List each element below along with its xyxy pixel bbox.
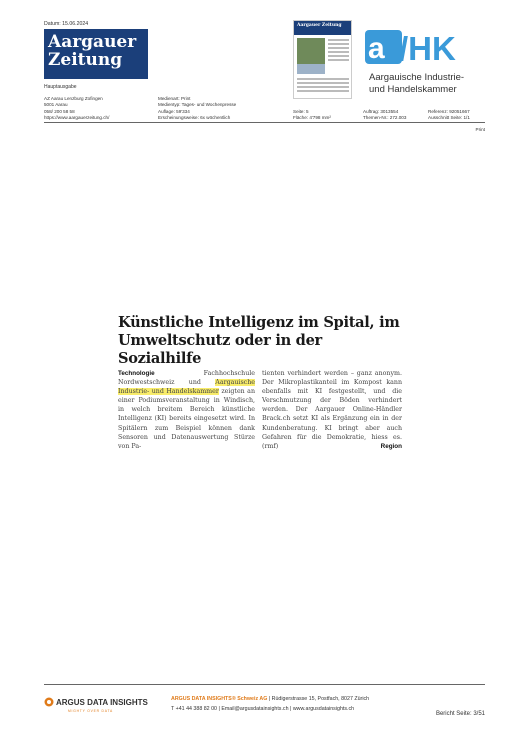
thumbnail-text-line: [297, 82, 349, 84]
ahk-logo-letters: /HK: [399, 30, 456, 64]
thumbnail-text-line: [297, 86, 349, 88]
argus-contact: [171, 694, 369, 714]
thumbnail-title: Aargauer Zeitung: [294, 21, 351, 35]
section-label: Region: [380, 442, 402, 450]
publisher-line: 058/ 200 58 58: [44, 108, 75, 114]
report-date: Datum: 15.06.2024: [44, 21, 89, 27]
media-info: [158, 96, 236, 121]
order-info: [363, 109, 406, 122]
ahk-logo-a: a: [368, 32, 385, 64]
article-headline: [118, 314, 408, 368]
article-text: tienten verhindert werden – ganz anonym. Der Mikroplastikanteil im Kompost kann ebenfalls mit KI festgestellt, und die Verschmutzung der Böden verhindert werden. Der Aargauer Online-Händler Brack.ch setzt KI als Ergänzung ein in der Kundenberatung. KI bringt aber auch Gefahren für die Demokratie, hiess es. (rmf): [262, 370, 402, 450]
thumbnail-text-line: [297, 90, 349, 92]
argus-logo-mark-inner: [47, 700, 51, 704]
thumbnail-text-line: [297, 78, 349, 80]
page-thumbnail: [293, 20, 352, 99]
report-page-number: Bericht Seite: 3/51: [435, 711, 485, 717]
headline-line: Umweltschutz oder in der Sozialhilfe: [118, 332, 322, 367]
page-line: Seite: 5: [293, 108, 309, 114]
ahk-name: [369, 72, 464, 96]
ahk-name-line1: Aargauische Industrie-: [369, 72, 465, 83]
header-divider: [44, 122, 485, 123]
publisher-url: https://www.aargauerzeitung.ch/: [44, 114, 110, 120]
argus-brand: ARGUS DATA INSIGHTS: [56, 698, 148, 707]
argus-address: [171, 694, 369, 704]
publisher-line: AZ Aarau Lenzburg Zofingen: [44, 96, 103, 101]
argus-logo: [44, 695, 164, 715]
reference-line: Referenz: 92051667: [428, 108, 470, 114]
article-text: zeigten an einer Podiumsveranstaltung in Windisch, in welch breitem Bereich künstliche Intelligenz (KI) bereits eingesetzt wird. In Spitälern zum Beispiel können dank Sensoren und Datenauswertung Stürze von Pa-: [118, 388, 255, 450]
argus-company: ARGUS DATA INSIGHTS® Schweiz AG: [171, 696, 268, 702]
article-column-1: [118, 369, 255, 451]
article-column-2: [262, 369, 402, 451]
argus-contact-line: T +41 44 388 82 00 | Email@argusdatainsights.ch | www.argusdatainsights.ch: [171, 706, 355, 712]
article-text: Fachhochschule Nordwestschweiz und: [118, 370, 255, 387]
publisher-line: 5001 Aarau: [44, 102, 68, 108]
footer-divider: [44, 684, 485, 685]
thumbnail-text-line: [328, 39, 349, 41]
thumbnail-photo-2: [297, 64, 325, 74]
media-line: Medienart: Print: [158, 96, 191, 101]
edition-label: Hauptausgabe: [44, 84, 77, 90]
media-line: Medientyp: Tages- und Wochenpresse: [158, 102, 237, 108]
thumbnail-text-line: [328, 47, 349, 49]
reference-info: [428, 109, 470, 122]
newspaper-logo: Aargauer Zeitung: [44, 29, 148, 79]
article-kicker: Technologie: [118, 370, 155, 377]
page-info: [293, 109, 331, 122]
headline-line: Künstliche Intelligenz im Spital, im: [118, 314, 400, 331]
reference-line: Ausschnitt Seite: 1/1: [428, 114, 470, 120]
page-line: Fläche: 4'798 mm²: [293, 114, 331, 120]
ahk-logo: [365, 30, 485, 64]
argus-tagline: MIGHTY OVER DATA: [68, 709, 114, 713]
thumbnail-text-line: [328, 51, 349, 53]
order-line: Auftrag: 3013554: [363, 108, 399, 114]
media-line: Auflage: 59'334: [158, 108, 190, 114]
thumbnail-text-line: [328, 59, 349, 61]
ahk-name-line2: und Handelskammer: [369, 84, 457, 95]
thumbnail-text-line: [328, 43, 349, 45]
media-line: Erscheinungsweise: 6x wöchentlich: [158, 114, 231, 120]
argus-address-rest: | Rüdigerstrasse 15, Postfach, 8027 Zürich: [267, 696, 370, 702]
publisher-info: [44, 96, 109, 121]
thumbnail-text-line: [328, 55, 349, 57]
order-line: Themen-Nr.: 272.003: [363, 114, 407, 120]
thumbnail-photo: [297, 38, 325, 64]
highlighted-text: Aargauische Industrie- und Handelskammer: [118, 379, 255, 396]
print-label: Print: [475, 127, 485, 132]
